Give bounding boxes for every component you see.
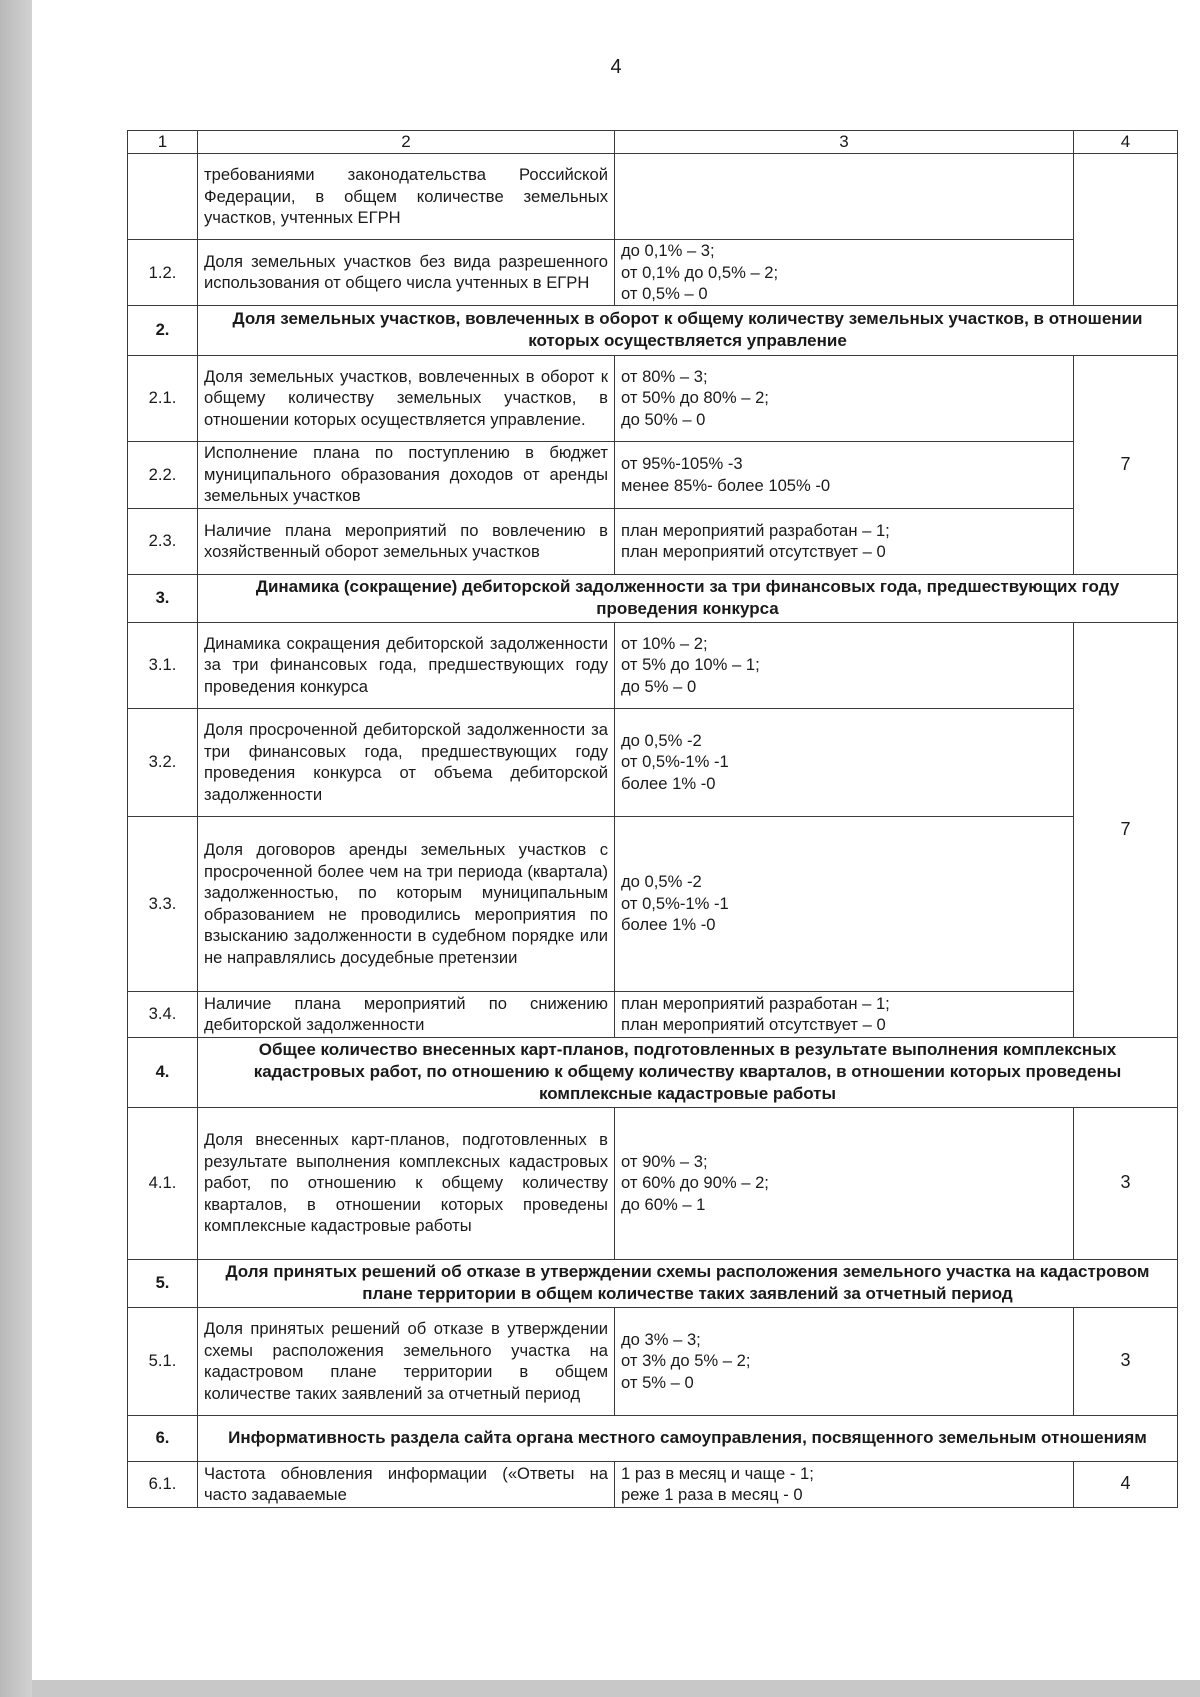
criteria-line: план мероприятий отсутствует – 0 [621,1015,886,1034]
criteria-line: до 50% – 0 [621,409,706,429]
criteria-line: от 80% – 3; [621,366,708,386]
section-number: 6. [128,1415,198,1461]
section-number: 2. [128,305,198,355]
section-score: 4 [1074,1461,1178,1507]
row-number: 6.1. [128,1461,198,1507]
criteria-line: от 0,5% – 0 [621,284,708,303]
row-number: 4.1. [128,1107,198,1259]
row-description: требованиями законодательства Российской Федерации, в общем количестве земельных участков, учтенных ЕГРН [198,154,615,240]
table-row [128,1107,1178,1259]
header-cell: 1 [128,131,198,154]
row-description: Частота обновления информации («Ответы на часто задаваемые [198,1461,615,1507]
criteria-line: до 0,1% – 3; [621,241,715,260]
header-cell: 4 [1074,131,1178,154]
page-number: 4 [610,56,622,78]
section-row [128,574,1178,622]
criteria-line: до 0,5% -2 [621,730,702,750]
criteria-line: менее 85%- более 105% -0 [621,475,831,495]
row-number: 3.2. [128,708,198,816]
section-number: 5. [128,1259,198,1307]
criteria-line: более 1% -0 [621,915,716,935]
row-description: Исполнение плана по поступлению в бюджет муниципального образования доходов от аренды земельных участков [198,441,615,508]
document-page [32,0,1200,1680]
section-score: 3 [1074,1307,1178,1415]
table-row [128,508,1178,574]
row-criteria [615,816,1074,991]
row-criteria [615,441,1074,508]
criteria-line: до 0,5% -2 [621,872,702,892]
criteria-line: до 60% – 1 [621,1194,706,1214]
row-number: 1.2. [128,240,198,306]
row-description: Доля договоров аренды земельных участков с просроченной более чем на три периода (квартала) задолженностью, по которым муниципальным образованием не проводились мероприятия по взысканию задолженности в судебном порядке или не направлялись досудебные претензии [198,816,615,991]
section-score: 3 [1074,1107,1178,1259]
criteria-line: от 10% – 2; [621,633,708,653]
criteria-line: от 60% до 90% – 2; [621,1173,769,1193]
row-criteria [615,355,1074,441]
criteria-line: от 50% до 80% – 2; [621,388,769,408]
table-row [128,355,1178,441]
table-row [128,816,1178,991]
row-criteria [615,991,1074,1037]
row-description: Наличие плана мероприятий по снижению дебиторской задолженности [198,991,615,1037]
row-criteria [615,708,1074,816]
criteria-table [127,130,1178,1508]
row-criteria [615,508,1074,574]
row-number: 3.3. [128,816,198,991]
table-row [128,154,1178,240]
row-criteria [615,1461,1074,1507]
table-row [128,1307,1178,1415]
section-title: Доля принятых решений об отказе в утверждении схемы расположения земельного участка на кадастровом плане территории в общем количестве таких заявлений за отчетный период [198,1259,1178,1307]
row-description: Доля земельных участков без вида разрешенного использования от общего числа учтенных в ЕГРН [198,240,615,306]
section-row [128,1259,1178,1307]
table-header-row [128,131,1178,154]
criteria-line: от 5% – 0 [621,1372,694,1392]
row-description: Наличие плана мероприятий по вовлечению в хозяйственный оборот земельных участков [198,508,615,574]
criteria-line: реже 1 раза в месяц - 0 [621,1485,803,1504]
table-row [128,240,1178,306]
criteria-line: до 3% – 3; [621,1329,701,1349]
row-number: 2.3. [128,508,198,574]
row-number: 2.2. [128,441,198,508]
criteria-line: план мероприятий разработан – 1; [621,520,890,540]
table-row [128,708,1178,816]
criteria-line: от 0,1% до 0,5% – 2; [621,262,779,282]
criteria-line: от 95%-105% -3 [621,454,743,473]
criteria-line: от 3% до 5% – 2; [621,1351,751,1371]
section-row [128,305,1178,355]
row-number: 3.4. [128,991,198,1037]
scan-left-margin [0,0,32,1697]
section-number: 3. [128,574,198,622]
row-criteria [615,240,1074,306]
criteria-line: от 5% до 10% – 1; [621,655,760,675]
criteria-line: более 1% -0 [621,773,716,793]
table-row [128,1461,1178,1507]
section-title: Доля земельных участков, вовлеченных в оборот к общему количеству земельных участков, в отношении которых осуществляется управление [198,305,1178,355]
header-cell: 3 [615,131,1074,154]
table-row [128,622,1178,708]
row-number: 5.1. [128,1307,198,1415]
criteria-line: 1 раз в месяц и чаще - 1; [621,1463,814,1483]
row-criteria [615,1107,1074,1259]
row-description: Динамика сокращения дебиторской задолженности за три финансовых года, предшествующих году проведения конкурса [198,622,615,708]
section-row [128,1415,1178,1461]
row-criteria [615,154,1074,240]
header-cell: 2 [198,131,615,154]
score-cell-empty [1074,154,1178,306]
table-row [128,441,1178,508]
section-score: 7 [1074,622,1178,1037]
criteria-line: от 90% – 3; [621,1151,708,1171]
section-score: 7 [1074,355,1178,574]
row-number [128,154,198,240]
row-description: Доля просроченной дебиторской задолженности за три финансовых года, предшествующих году проведения конкурса от объема дебиторской задолженности [198,708,615,816]
section-row [128,1037,1178,1107]
row-number: 2.1. [128,355,198,441]
row-description: Доля земельных участков, вовлеченных в оборот к общему количеству земельных участков, в отношении которых осуществляется управление. [198,355,615,441]
row-number: 3.1. [128,622,198,708]
criteria-line: план мероприятий разработан – 1; [621,993,890,1013]
section-title: Общее количество внесенных карт-планов, подготовленных в результате выполнения комплексных кадастровых работ, по отношению к общему количеству кварталов, в отношении которых проведены комплексные кадастровые работы [198,1037,1178,1107]
section-title: Информативность раздела сайта органа местного самоуправления, посвященного земельным отношениям [198,1415,1178,1461]
criteria-line: план мероприятий отсутствует – 0 [621,542,886,561]
row-description: Доля внесенных карт-планов, подготовленных в результате выполнения комплексных кадастровых работ, по отношению к общему количеству кварталов, в отношении которых проведены комплексные кадастровые работы [198,1107,615,1259]
row-criteria [615,622,1074,708]
criteria-line: от 0,5%-1% -1 [621,893,729,913]
criteria-line: от 0,5%-1% -1 [621,752,729,772]
row-description: Доля принятых решений об отказе в утверждении схемы расположения земельного участка на кадастровом плане территории в общем количестве таких заявлений за отчетный период [198,1307,615,1415]
table-row [128,991,1178,1037]
section-number: 4. [128,1037,198,1107]
criteria-line: до 5% – 0 [621,676,697,696]
section-title: Динамика (сокращение) дебиторской задолженности за три финансовых года, предшествующих году проведения конкурса [198,574,1178,622]
row-criteria [615,1307,1074,1415]
